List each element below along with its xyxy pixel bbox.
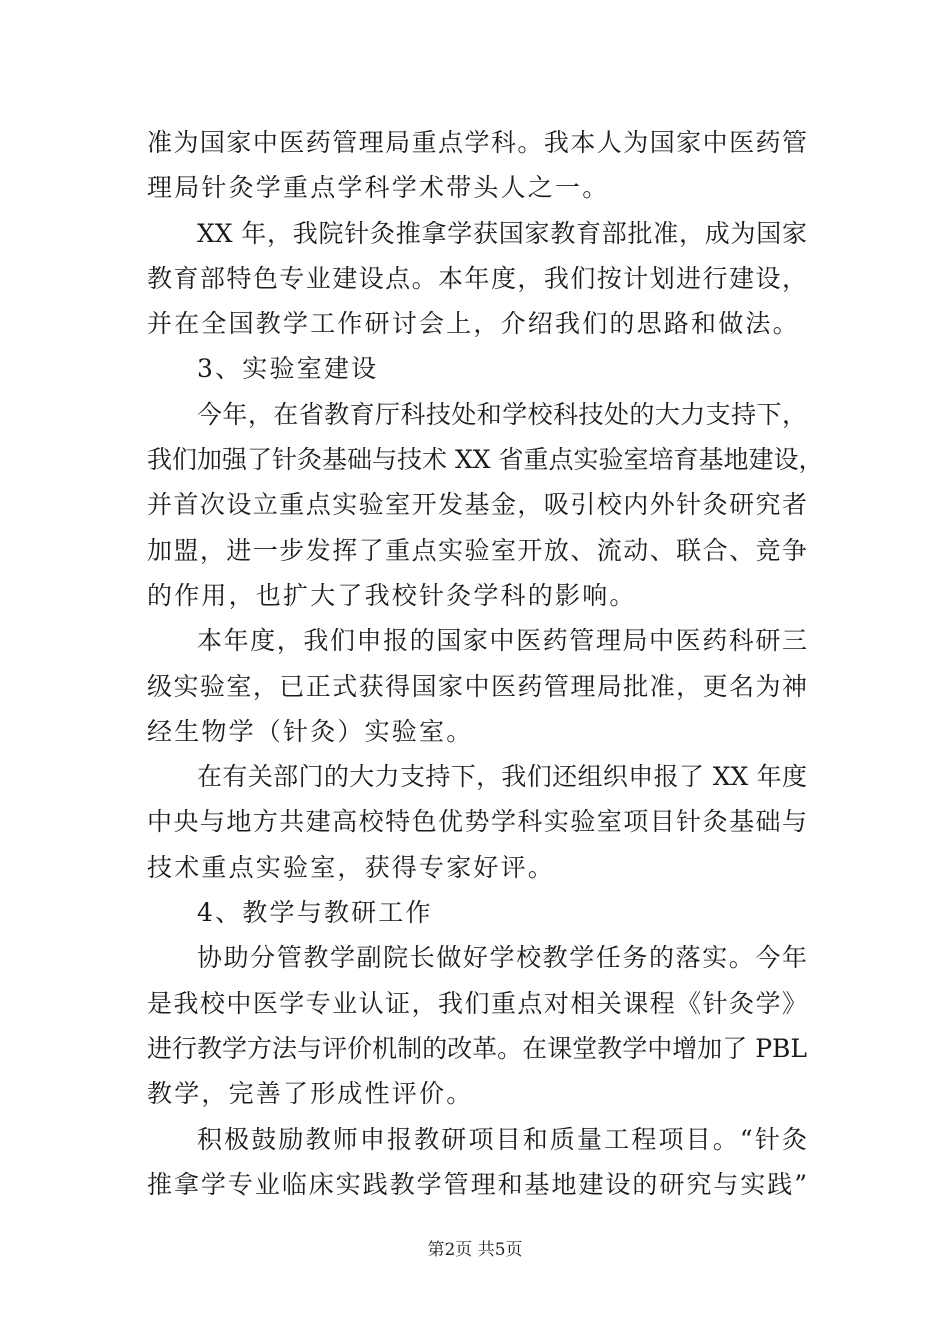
text-line: 今年，在省教育厅科技处和学校科技处的大力支持下， (197, 399, 807, 429)
text-line: 进行教学方法与评价机制的改革。在课堂教学中增加了 PBL (147, 1033, 807, 1063)
text-line: 教学，完善了形成性评价。 (147, 1079, 474, 1109)
text-line: 在有关部门的大力支持下，我们还组织申报了 XX 年度 (197, 762, 807, 792)
text-line: 并在全国教学工作研讨会上，介绍我们的思路和做法。 (147, 309, 800, 339)
text-line: 推拿学专业临床实践教学管理和基地建设的研究与实践” (147, 1169, 807, 1199)
text-line: XX 年，我院针灸推拿学获国家教育部批准，成为国家 (197, 218, 807, 248)
text-line: 理局针灸学重点学科学术带头人之一。 (147, 173, 610, 203)
text-line: 中央与地方共建高校特色优势学科实验室项目针灸基础与 (147, 807, 807, 837)
text-line: 我们加强了针灸基础与技术 XX 省重点实验室培育基地建设， (147, 445, 824, 475)
text-line: 加盟，进一步发挥了重点实验室开放、流动、联合、竞争 (147, 535, 807, 565)
text-line: 准为国家中医药管理局重点学科。我本人为国家中医药管 (147, 128, 807, 157)
text-line: 是我校中医学专业认证，我们重点对相关课程《针灸学》 (147, 988, 807, 1018)
document-body (147, 120, 824, 1207)
text-line: 4、教学与教研工作 (197, 898, 433, 928)
text-line: 经生物学（针灸）实验室。 (147, 716, 474, 746)
text-line: 本年度，我们申报的国家中医药管理局中医药科研三 (197, 626, 807, 656)
text-line: 积极鼓励教师申报教研项目和质量工程项目。“针灸 (197, 1124, 807, 1154)
text-line: 教育部特色专业建设点。本年度，我们按计划进行建设， (147, 263, 807, 293)
text-line: 并首次设立重点实验室开发基金，吸引校内外针灸研究者 (147, 490, 807, 520)
text-line: 协助分管教学副院长做好学校教学任务的落实。今年 (197, 943, 807, 973)
text-line: 的作用，也扩大了我校针灸学科的影响。 (147, 580, 637, 610)
page-footer: 第2页 共5页 (427, 1240, 523, 1260)
text-line: 技术重点实验室，获得专家好评。 (147, 852, 556, 882)
text-line: 级实验室，已正式获得国家中医药管理局批准，更名为神 (147, 671, 807, 701)
text-line: 3、实验室建设 (197, 354, 379, 384)
